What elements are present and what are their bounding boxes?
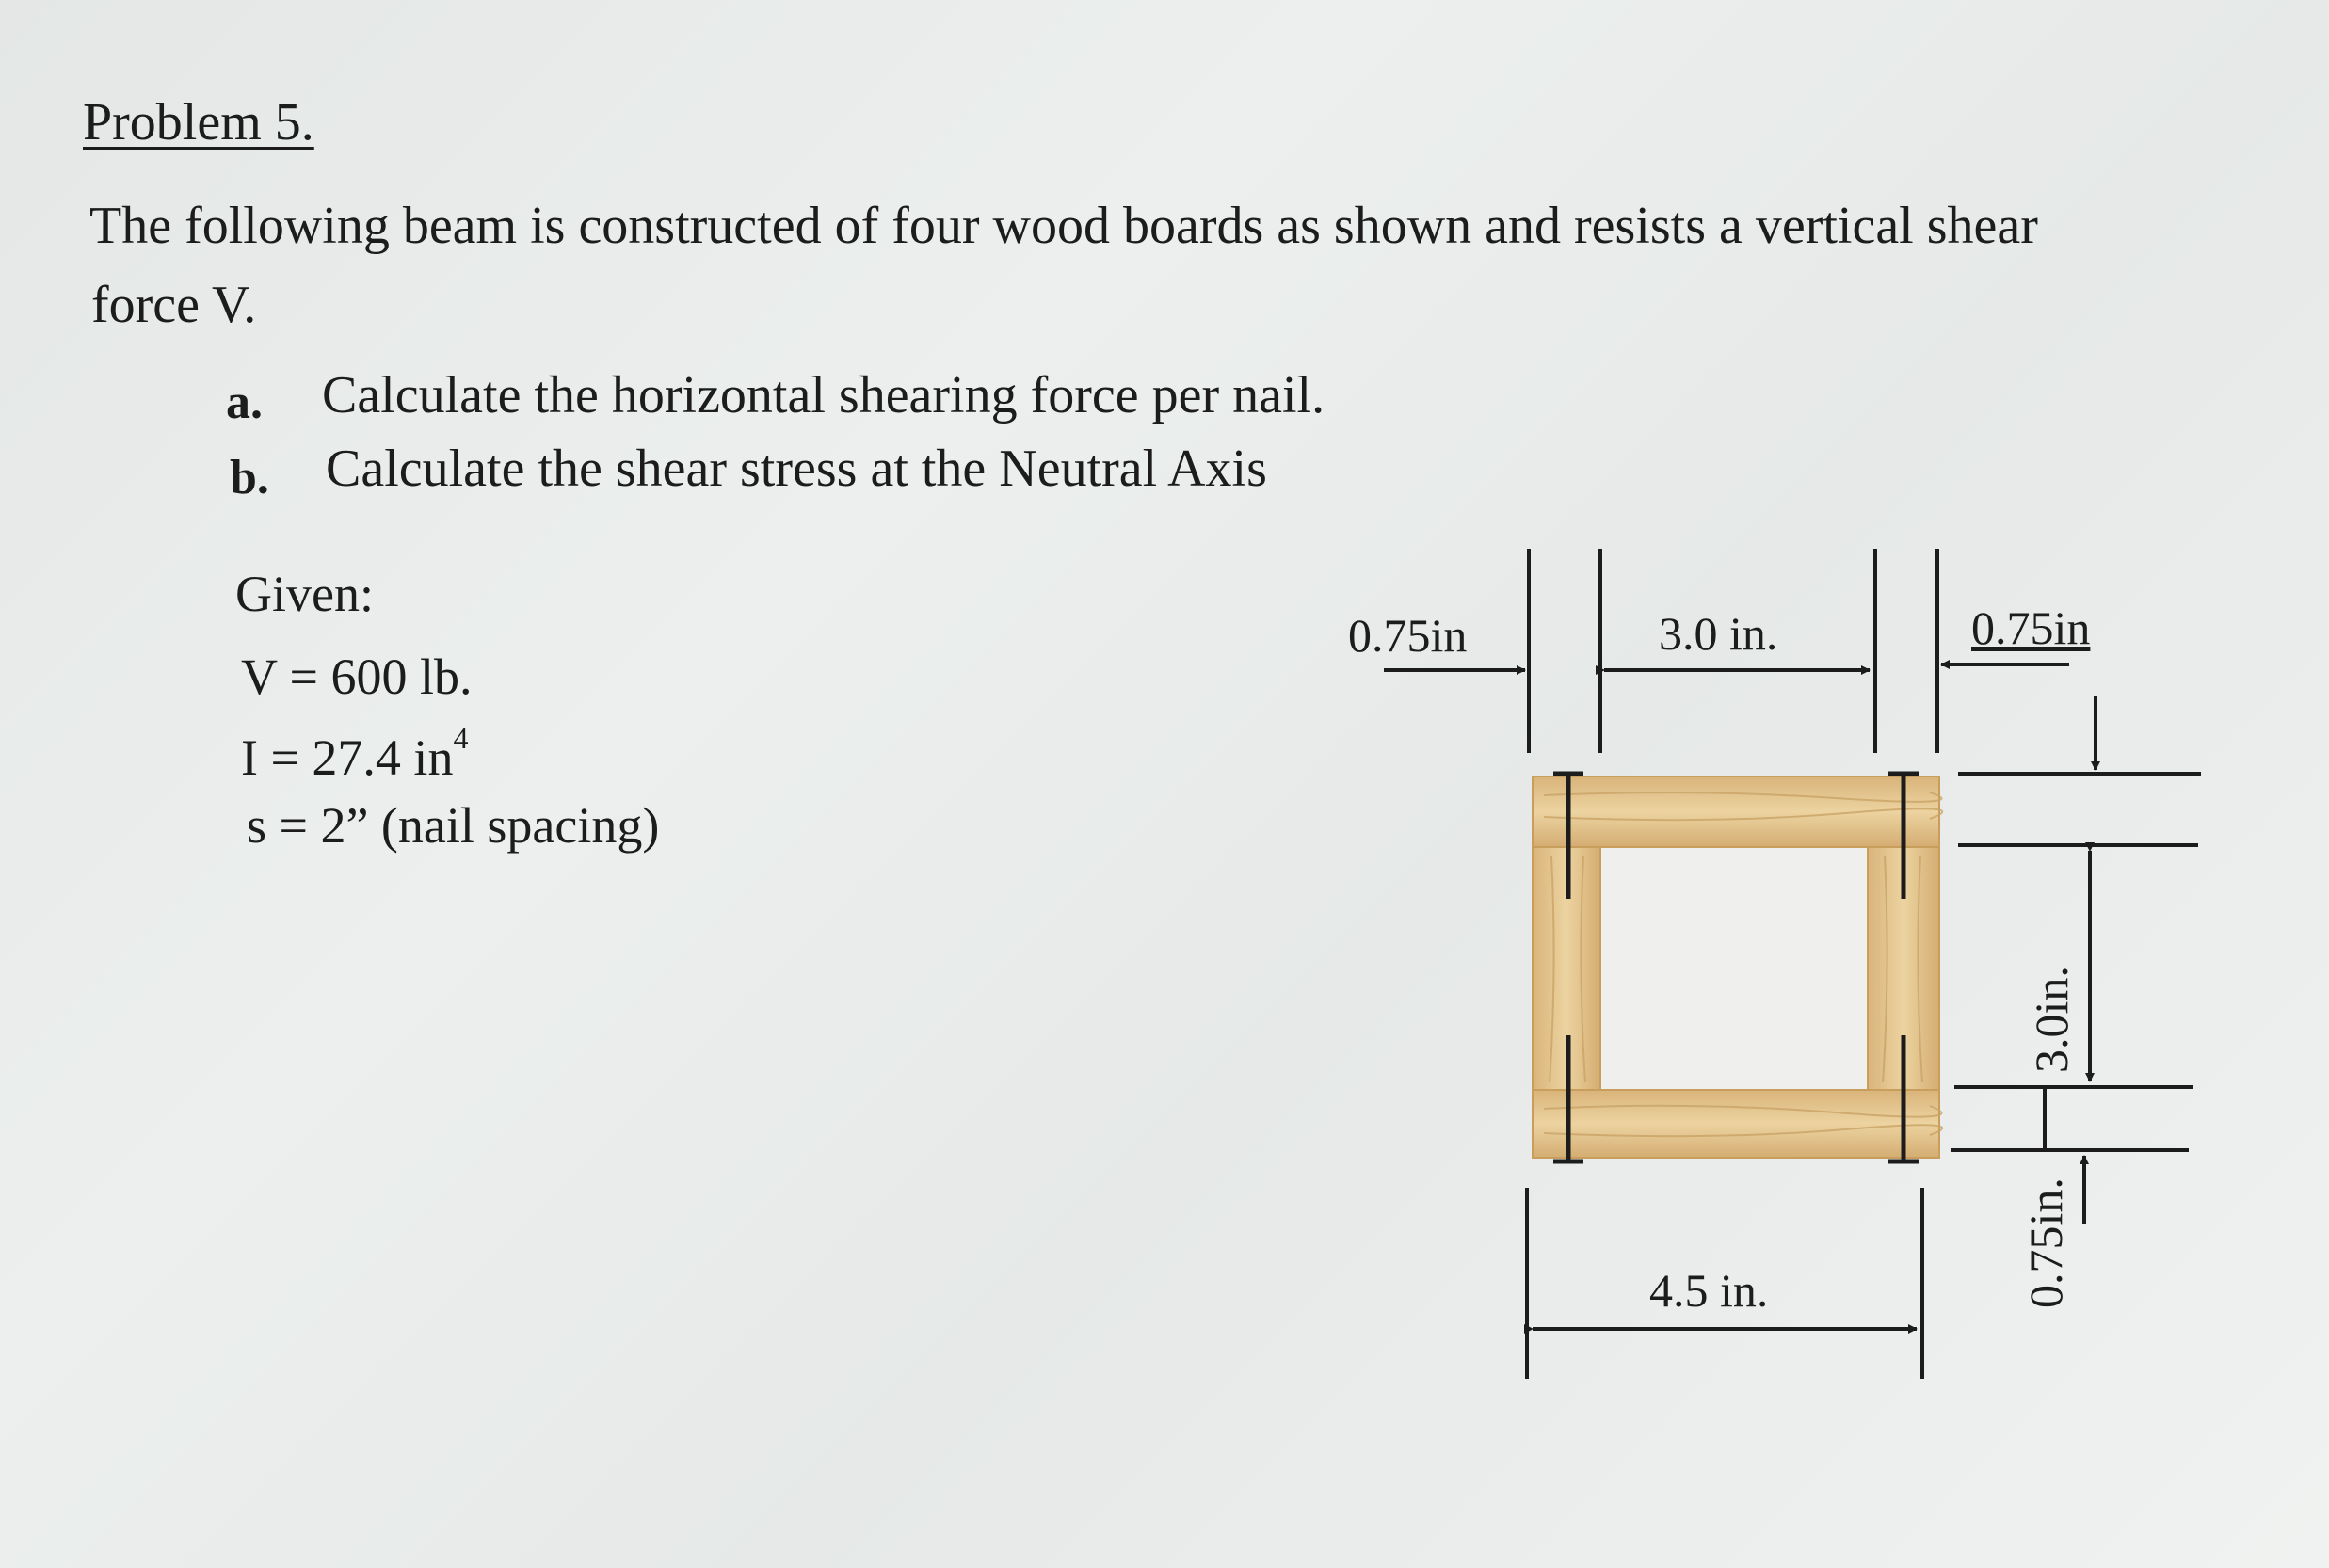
item-b-text: Calculate the shear stress at the Neutral Axis <box>326 440 1267 498</box>
wood-boards <box>1533 776 1942 1158</box>
right-dimensions <box>1951 696 2201 1224</box>
label-dim-top-right: 0.75in <box>1971 601 2091 654</box>
item-b-label: b. <box>230 451 269 504</box>
given-heading: Given: <box>235 566 374 622</box>
label-dim-board-thickness: 0.75in. <box>2019 1177 2072 1308</box>
item-a-label: a. <box>226 376 263 429</box>
given-shear-force: V = 600 lb. <box>241 648 473 705</box>
inertia-exponent: 4 <box>453 721 469 755</box>
problem-statement-line-2: force V. <box>91 276 257 334</box>
problem-statement-line-1: The following beam is constructed of four wood boards as shown and resists a vertical shear <box>89 197 2038 255</box>
label-dim-top-left: 0.75in <box>1348 609 1468 662</box>
given-nail-spacing: s = 2” (nail spacing) <box>247 797 660 854</box>
label-dim-inner-height: 3.0in. <box>2025 966 2078 1073</box>
inertia-value: I = 27.4 in <box>241 729 454 786</box>
bottom-board <box>1533 1090 1939 1158</box>
problem-title: Problem 5. <box>83 93 314 152</box>
hollow-interior <box>1600 847 1868 1090</box>
label-dim-top-middle: 3.0 in. <box>1659 607 1778 660</box>
label-dim-bottom-width: 4.5 in. <box>1649 1264 1769 1317</box>
top-board <box>1533 776 1939 847</box>
item-a-text: Calculate the horizontal shearing force per nail. <box>322 366 1325 424</box>
